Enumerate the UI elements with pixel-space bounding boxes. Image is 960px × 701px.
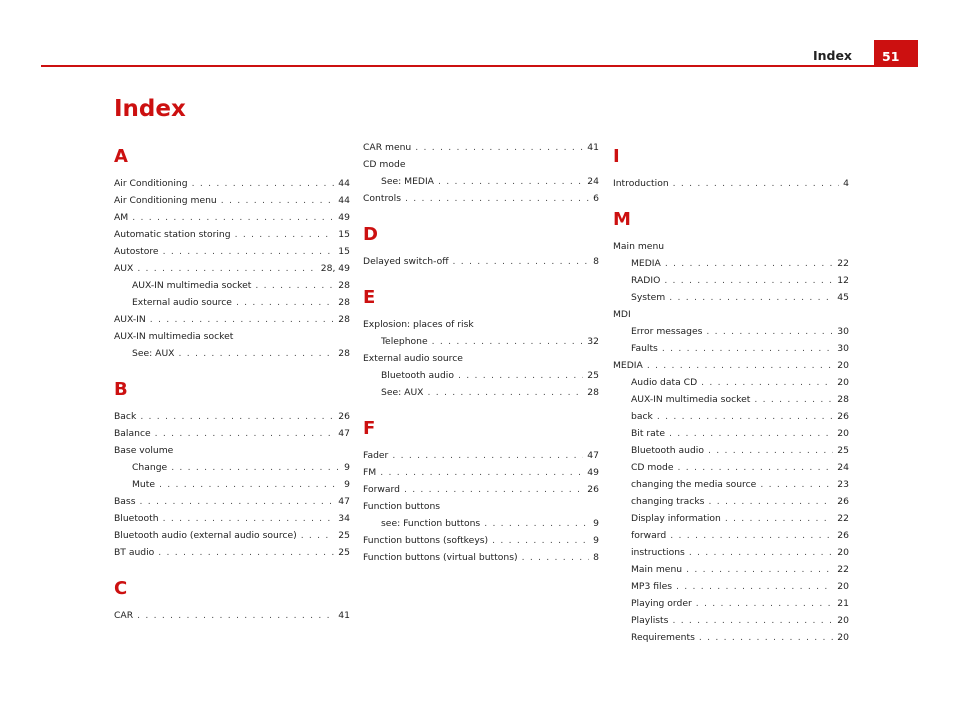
index-page-number: 20 (837, 547, 849, 558)
dot-leader (453, 253, 590, 270)
index-page-number: 15 (338, 246, 350, 257)
index-subentry (114, 459, 350, 476)
index-entry-label: CAR menu (363, 142, 412, 153)
index-entry-label: Bluetooth audio (381, 370, 454, 381)
dot-leader (699, 629, 833, 646)
dot-leader (171, 459, 340, 476)
index-subentry (613, 272, 849, 289)
index-entry-label: AM (114, 212, 129, 223)
index-entry (114, 544, 350, 561)
section-gap (363, 270, 599, 288)
index-subentry (613, 289, 849, 306)
dot-leader (405, 190, 589, 207)
index-entry-heading (363, 156, 599, 173)
index-entry-heading (363, 498, 599, 515)
index-page-number: 28 (338, 348, 350, 359)
dot-leader (163, 243, 335, 260)
index-entry (613, 357, 849, 374)
index-entry (363, 190, 599, 207)
index-entry (363, 253, 599, 270)
index-entry-label: Introduction (613, 178, 669, 189)
index-entry-label: CD mode (631, 462, 674, 473)
index-page-number: 25 (837, 445, 849, 456)
index-entry-label: Function buttons (softkeys) (363, 535, 489, 546)
dot-leader (235, 226, 335, 243)
index-entry-label: See: AUX (381, 387, 424, 398)
index-page-number: 28 (837, 394, 849, 405)
dot-leader (701, 374, 833, 391)
index-subentry (114, 294, 350, 311)
index-entry (114, 408, 350, 425)
index-letter-heading: E (363, 287, 376, 308)
index-page-number: 20 (837, 377, 849, 388)
index-entry-label: Playlists (631, 615, 669, 626)
dot-leader (178, 345, 334, 362)
index-entry-heading (114, 328, 350, 345)
index-entry-label: Bluetooth audio (631, 445, 704, 456)
dot-leader (150, 311, 335, 328)
index-page-number: 9 (344, 479, 350, 490)
index-entry-label: changing tracks (631, 496, 705, 507)
index-subentry (613, 408, 849, 425)
dot-leader (708, 442, 833, 459)
dot-leader (673, 175, 840, 192)
index-entry-label: Delayed switch-off (363, 256, 449, 267)
index-subentry (613, 442, 849, 459)
index-subentry (613, 510, 849, 527)
dot-leader (140, 408, 334, 425)
dot-leader (159, 476, 340, 493)
index-page-number: 47 (587, 450, 599, 461)
page-number: 51 (874, 40, 918, 67)
index-subentry (363, 515, 599, 532)
index-page-number: 32 (587, 336, 599, 347)
index-entry-label: BT audio (114, 547, 155, 558)
index-page-number: 9 (593, 535, 599, 546)
index-entry-label: see: Function buttons (381, 518, 481, 529)
index-entry (363, 549, 599, 566)
index-page-number: 20 (837, 428, 849, 439)
index-entry-label: Requirements (631, 632, 695, 643)
index-column-2 (363, 139, 599, 566)
index-page-number: 26 (338, 411, 350, 422)
index-entry (114, 192, 350, 209)
index-page-number: 44 (338, 195, 350, 206)
index-entry (114, 243, 350, 260)
dot-leader (415, 139, 583, 156)
index-entry-label: CD mode (363, 159, 406, 170)
index-entry-label: Controls (363, 193, 401, 204)
index-page-number: 22 (837, 564, 849, 575)
section-gap (363, 401, 599, 419)
index-entry-label: Balance (114, 428, 151, 439)
dot-leader (706, 323, 833, 340)
dot-leader (404, 481, 583, 498)
index-entry (114, 425, 350, 442)
dot-leader (158, 544, 334, 561)
index-page-number: 22 (837, 258, 849, 269)
index-subentry (613, 629, 849, 646)
index-entry-label: Bit rate (631, 428, 666, 439)
index-entry-label: Forward (363, 484, 400, 495)
index-entry-label: Function buttons (363, 501, 441, 512)
dot-leader (725, 510, 833, 527)
index-entry-label: AUX-IN (114, 314, 146, 325)
index-page-number: 44 (338, 178, 350, 189)
index-page-number: 6 (593, 193, 599, 204)
index-subentry (613, 459, 849, 476)
index-subentry (114, 345, 350, 362)
dot-leader (192, 175, 335, 192)
index-page-number: 22 (837, 513, 849, 524)
index-entry-label: AUX-IN multimedia socket (132, 280, 252, 291)
index-entry-heading (613, 306, 849, 323)
index-subentry (613, 561, 849, 578)
index-entry-label: Faults (631, 343, 658, 354)
index-subentry (613, 425, 849, 442)
index-page-number: 28 (338, 297, 350, 308)
index-entry-label: RADIO (631, 275, 661, 286)
index-entry-label: Autostore (114, 246, 159, 257)
index-page-number: 41 (587, 142, 599, 153)
index-entry-label: AUX-IN multimedia socket (114, 331, 234, 342)
index-page-number: 25 (587, 370, 599, 381)
index-entry-label: See: MEDIA (381, 176, 434, 187)
dot-leader (132, 209, 334, 226)
index-subentry (613, 255, 849, 272)
dot-leader (380, 464, 583, 481)
header-title: Index (812, 48, 852, 63)
dot-leader (686, 561, 833, 578)
index-subentry (613, 340, 849, 357)
dot-leader (155, 425, 335, 442)
dot-leader (657, 408, 833, 425)
index-page-number: 26 (837, 530, 849, 541)
index-entry-label: Fader (363, 450, 389, 461)
index-page-number: 28 (338, 314, 350, 325)
dot-leader (236, 294, 334, 311)
index-entry (363, 447, 599, 464)
index-page-number: 9 (344, 462, 350, 473)
index-entry-label: Display information (631, 513, 721, 524)
index-page-number: 23 (837, 479, 849, 490)
dot-leader (662, 340, 833, 357)
dot-leader (484, 515, 589, 532)
index-page-number: 30 (837, 343, 849, 354)
index-entry-label: Back (114, 411, 137, 422)
dot-leader (754, 391, 833, 408)
index-page-number: 25 (338, 530, 350, 541)
index-entry-label: Explosion: places of risk (363, 319, 474, 330)
index-entry (114, 226, 350, 243)
index-entry-label: instructions (631, 547, 685, 558)
dot-leader (669, 289, 833, 306)
dot-leader (664, 272, 833, 289)
index-subentry (363, 384, 599, 401)
index-letter-heading: C (114, 578, 128, 599)
index-page-number: 28 (587, 387, 599, 398)
index-page-number: 47 (338, 428, 350, 439)
index-entry-label: changing the media source (631, 479, 757, 490)
dot-leader (677, 459, 833, 476)
index-entry-label: Change (132, 462, 168, 473)
index-subentry (613, 374, 849, 391)
index-column-1 (114, 147, 350, 624)
index-page-number: 25 (338, 547, 350, 558)
index-entry-label: Bass (114, 496, 136, 507)
index-entry-heading (114, 442, 350, 459)
index-letter-heading: B (114, 379, 128, 400)
index-letter-heading: F (363, 418, 376, 439)
index-page-number: 20 (837, 581, 849, 592)
index-page-number: 34 (338, 513, 350, 524)
index-entry (114, 493, 350, 510)
index-page-number: 26 (837, 411, 849, 422)
dot-leader (522, 549, 590, 566)
dot-leader (140, 493, 335, 510)
dot-leader (255, 277, 334, 294)
index-entry (114, 260, 350, 277)
dot-leader (432, 333, 584, 350)
index-entry (363, 464, 599, 481)
index-entry (363, 139, 599, 156)
index-page-number: 26 (837, 496, 849, 507)
index-subentry (363, 333, 599, 350)
index-subentry (613, 578, 849, 595)
index-page-number: 28 (338, 280, 350, 291)
index-entry-heading (363, 316, 599, 333)
dot-leader (670, 527, 833, 544)
index-page-number: 30 (837, 326, 849, 337)
dot-leader (676, 578, 833, 595)
index-entry-heading (363, 350, 599, 367)
dot-leader (392, 447, 583, 464)
index-letter-heading: M (613, 209, 631, 230)
header-rule (41, 65, 918, 67)
index-entry-label: Playing order (631, 598, 692, 609)
index-letter-heading: D (363, 224, 378, 245)
index-subentry (613, 612, 849, 629)
dot-leader (689, 544, 833, 561)
index-page-number: 20 (837, 360, 849, 371)
index-entry (114, 311, 350, 328)
index-entry (363, 481, 599, 498)
index-entry-label: MEDIA (613, 360, 643, 371)
index-entry (363, 532, 599, 549)
index-entry-label: Mute (132, 479, 156, 490)
index-entry-label: CAR (114, 610, 134, 621)
index-letter-heading: A (114, 146, 128, 167)
index-page-number: 49 (338, 212, 350, 223)
dot-leader (672, 612, 833, 629)
index-subentry (363, 367, 599, 384)
dot-leader (137, 260, 316, 277)
index-subentry (613, 527, 849, 544)
index-entry (114, 209, 350, 226)
dot-leader (438, 173, 583, 190)
index-entry-label: Base volume (114, 445, 174, 456)
index-entry-label: Main menu (613, 241, 665, 252)
index-page-number: 15 (338, 229, 350, 240)
index-page-number: 8 (593, 256, 599, 267)
dot-leader (492, 532, 589, 549)
index-entry-label: AUX (114, 263, 134, 274)
index-entry-label: Air Conditioning (114, 178, 188, 189)
index-page-number: 9 (593, 518, 599, 529)
index-entry-label: Error messages (631, 326, 703, 337)
index-entry-label: MEDIA (631, 258, 661, 269)
index-column-3 (613, 147, 849, 646)
index-page-number: 49 (587, 467, 599, 478)
dot-leader (458, 367, 583, 384)
index-page-number: 20 (837, 615, 849, 626)
index-entry-label: System (631, 292, 666, 303)
index-subentry (363, 173, 599, 190)
index-entry-label: Bluetooth audio (external audio source) (114, 530, 297, 541)
index-subentry (613, 476, 849, 493)
index-entry (114, 607, 350, 624)
dot-leader (760, 476, 833, 493)
section-gap (613, 192, 849, 210)
index-subentry (613, 323, 849, 340)
index-page-number: 41 (338, 610, 350, 621)
index-entry-label: AUX-IN multimedia socket (631, 394, 751, 405)
index-entry-label: FM (363, 467, 377, 478)
index-subentry (114, 476, 350, 493)
index-page-number: 8 (593, 552, 599, 563)
index-page-number: 47 (338, 496, 350, 507)
index-entry-label: Bluetooth (114, 513, 159, 524)
index-entry-label: Air Conditioning menu (114, 195, 217, 206)
index-subentry (613, 595, 849, 612)
dot-leader (647, 357, 833, 374)
index-entry (613, 175, 849, 192)
index-page-number: 45 (837, 292, 849, 303)
index-entry (114, 510, 350, 527)
index-entry-label: Function buttons (virtual buttons) (363, 552, 518, 563)
index-page-number: 26 (587, 484, 599, 495)
index-entry-label: Telephone (381, 336, 428, 347)
index-entry-label: MP3 files (631, 581, 673, 592)
index-subentry (613, 391, 849, 408)
dot-leader (708, 493, 833, 510)
dot-leader (137, 607, 334, 624)
dot-leader (696, 595, 834, 612)
index-page-number: 24 (837, 462, 849, 473)
index-entry-label: External audio source (363, 353, 463, 364)
index-entry-label: MDI (613, 309, 631, 320)
index-subentry (613, 493, 849, 510)
dot-leader (427, 384, 583, 401)
index-page-number: 4 (843, 178, 849, 189)
index-entry-label: forward (631, 530, 667, 541)
index-page-number: 21 (837, 598, 849, 609)
index-page-number: 12 (837, 275, 849, 286)
index-entry-label: Audio data CD (631, 377, 698, 388)
dot-leader (669, 425, 833, 442)
dot-leader (301, 527, 335, 544)
index-entry-label: See: AUX (132, 348, 175, 359)
index-entry-label: External audio source (132, 297, 232, 308)
index-entry-label: Automatic station storing (114, 229, 231, 240)
index-entry (114, 175, 350, 192)
dot-leader (163, 510, 335, 527)
dot-leader (665, 255, 833, 272)
section-gap (363, 207, 599, 225)
section-gap (114, 362, 350, 380)
index-subentry (114, 277, 350, 294)
index-entry-heading (613, 238, 849, 255)
index-page-number: 28, 49 (320, 263, 350, 274)
index-entry-label: Main menu (631, 564, 683, 575)
index-letter-heading: I (613, 146, 620, 167)
index-page-number: 24 (587, 176, 599, 187)
page-title: Index (114, 96, 186, 122)
index-entry (114, 527, 350, 544)
dot-leader (221, 192, 335, 209)
section-gap (114, 561, 350, 579)
index-subentry (613, 544, 849, 561)
index-entry-label: back (631, 411, 653, 422)
index-page-number: 20 (837, 632, 849, 643)
